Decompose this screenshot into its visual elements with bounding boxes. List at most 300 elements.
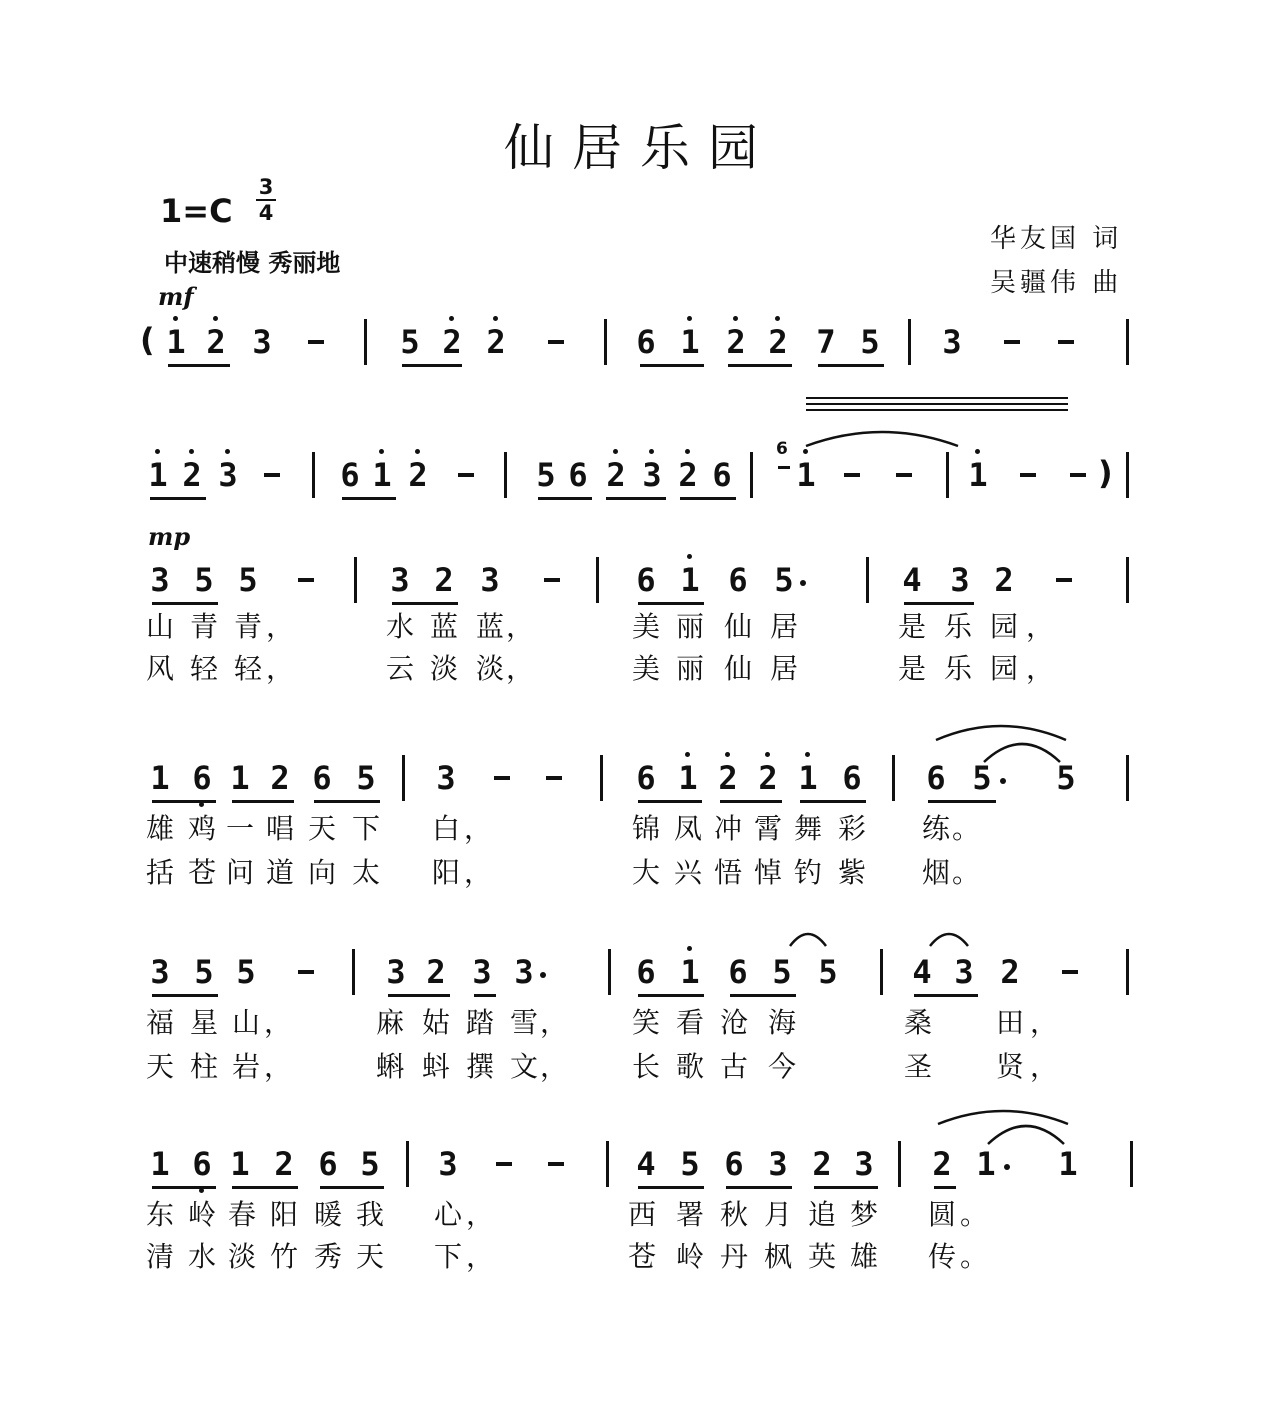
note: 5 — [400, 323, 420, 361]
lyric-period: 。 — [960, 1240, 989, 1273]
lyric-verse2: 美 — [631, 652, 660, 685]
note: 4 — [902, 561, 922, 599]
lyric-comma: ， — [464, 812, 493, 845]
lyric-verse2: 歌 — [675, 1050, 704, 1083]
slur-arc — [936, 726, 1066, 740]
lyric-comma: ， — [466, 1198, 495, 1231]
lyric-verse2: 文 — [509, 1050, 538, 1083]
lyric-verse2: 悼 — [753, 856, 782, 889]
beam-underline — [152, 602, 218, 605]
slur-arc — [938, 1111, 1068, 1124]
note: 6 — [188, 758, 216, 798]
lyric-verse2: 圣 — [903, 1050, 932, 1083]
note: 2 — [434, 561, 454, 599]
lyric-verse1: 蓝 — [475, 610, 504, 643]
lyric-verse1: 姑 — [421, 1006, 450, 1039]
sustain-dash — [546, 776, 562, 780]
time-signature-top: 3 — [258, 175, 274, 199]
barline — [892, 755, 895, 801]
lyric-verse2: 岩 — [231, 1050, 260, 1083]
lyric-period: 。 — [960, 1198, 989, 1231]
lyric-verse1: 月 — [763, 1198, 792, 1231]
beam-underline — [152, 800, 216, 803]
lyric-verse2: 丹 — [719, 1240, 748, 1273]
barline — [312, 452, 315, 498]
lyric-verse2: 阳 — [431, 856, 460, 889]
note: 3 — [150, 561, 170, 599]
lyric-verse2: 烟 — [921, 856, 950, 889]
note: 6 — [724, 1145, 744, 1183]
note: 1 — [230, 1145, 250, 1183]
lyric-verse1: 鸡 — [187, 812, 216, 845]
lyric-verse2: 下 — [433, 1240, 462, 1273]
note: 5 — [972, 759, 992, 797]
augmentation-dot — [1004, 1164, 1010, 1170]
note: 3 — [638, 455, 666, 495]
lyric-verse2: 长 — [631, 1050, 660, 1083]
lyric-verse2: 乐 — [943, 652, 972, 685]
lyric-verse1: 星 — [189, 1006, 218, 1039]
lyric-comma: ， — [1026, 610, 1055, 643]
lyric-verse1: 岭 — [187, 1198, 216, 1231]
lyric-verse2: 秀 — [313, 1240, 342, 1273]
lyric-verse1: 雄 — [145, 812, 174, 845]
lyric-verse1: 彩 — [837, 812, 866, 845]
note: 3 — [514, 953, 534, 991]
beam-underline — [606, 497, 666, 500]
note: 2 — [202, 322, 230, 362]
barline — [608, 949, 611, 995]
lyric-verse1: 沧 — [719, 1006, 748, 1039]
lyric-verse1: 阳 — [269, 1198, 298, 1231]
note: 6 — [636, 561, 656, 599]
open-bracket: ( — [140, 321, 155, 359]
barline — [1126, 452, 1129, 498]
augmentation-dot — [800, 580, 806, 586]
note: 2 — [932, 1145, 952, 1183]
note: 1 — [150, 759, 170, 797]
lyric-verse2: 雄 — [849, 1240, 878, 1273]
lyric-verse2: 贤 — [995, 1050, 1024, 1083]
note: 6 — [340, 456, 360, 494]
note: 6 — [712, 456, 732, 494]
sustain-dash — [1004, 340, 1020, 344]
lyric-verse1: 青 — [233, 610, 262, 643]
beam-underline — [638, 994, 704, 997]
lyric-verse1: 西 — [627, 1198, 656, 1231]
time-signature — [256, 176, 276, 224]
lyric-verse1: 暖 — [313, 1198, 342, 1231]
note: 3 — [942, 323, 962, 361]
beam-underline — [914, 994, 978, 997]
sustain-dash — [496, 1162, 512, 1166]
lyric-verse1: 练 — [921, 812, 950, 845]
lyric-verse1: 丽 — [675, 610, 704, 643]
lyric-comma: ， — [1030, 1006, 1059, 1039]
note: 2 — [178, 455, 206, 495]
note: 3 — [438, 1145, 458, 1183]
lyric-verse2: 苍 — [627, 1240, 656, 1273]
sustain-dash — [494, 776, 510, 780]
lyric-verse2: 蝌 — [375, 1050, 404, 1083]
grace-note: 6 — [776, 439, 788, 459]
note: 3 — [214, 455, 242, 495]
lyric-comma: ， — [506, 610, 535, 643]
note: 6 — [636, 759, 656, 797]
note: 3 — [386, 953, 406, 991]
lyric-verse2: 苍 — [187, 856, 216, 889]
lyric-verse1: 一 — [225, 812, 254, 845]
note: 5 — [356, 759, 376, 797]
lyric-verse2: 居 — [769, 652, 798, 685]
lyric-verse1: 唱 — [265, 812, 294, 845]
sustain-dash — [548, 340, 564, 344]
lyric-verse1: 仙 — [723, 610, 752, 643]
lyric-verse2: 枫 — [763, 1240, 792, 1273]
lyric-verse2: 天 — [145, 1050, 174, 1083]
lyric-verse1: 我 — [355, 1198, 384, 1231]
note: 5 — [360, 1145, 380, 1183]
note: 5 — [238, 561, 258, 599]
lyric-verse2: 太 — [351, 856, 380, 889]
lyric-verse2: 道 — [265, 856, 294, 889]
sustain-dash — [548, 1162, 564, 1166]
barline — [946, 452, 949, 498]
note: 2 — [1000, 953, 1020, 991]
slur-arc — [930, 934, 968, 946]
note: 5 — [194, 953, 214, 991]
lyric-period: 。 — [952, 856, 981, 889]
lyric-verse1: 是 — [897, 610, 926, 643]
note: 1 — [676, 952, 704, 992]
lyric-verse2: 轻 — [189, 652, 218, 685]
lyric-verse2: 英 — [807, 1240, 836, 1273]
beam-underline — [638, 602, 704, 605]
beam-underline — [538, 497, 592, 500]
barline — [750, 452, 753, 498]
lyric-verse2: 清 — [145, 1240, 174, 1273]
barline — [402, 755, 405, 801]
note: 2 — [722, 322, 750, 362]
lyric-verse1: 凤 — [673, 812, 702, 845]
barline — [1126, 557, 1129, 603]
grace-stroke — [778, 466, 790, 469]
barline — [352, 949, 355, 995]
dynamic-mp: mp — [148, 522, 191, 551]
note: 2 — [426, 953, 446, 991]
beam-underline — [314, 800, 380, 803]
lyric-verse1: 白 — [431, 812, 460, 845]
lyric-verse2: 括 — [145, 856, 174, 889]
lyric-comma: ， — [266, 610, 295, 643]
note: 1 — [976, 1145, 996, 1183]
note: 1 — [162, 322, 190, 362]
note: 3 — [954, 953, 974, 991]
lyric-verse1: 雪 — [509, 1006, 538, 1039]
beam-underline — [392, 602, 458, 605]
beam-underline — [800, 800, 866, 803]
lyric-verse2: 竹 — [269, 1240, 298, 1273]
sustain-dash — [1020, 473, 1036, 477]
note: 1 — [230, 759, 250, 797]
beam-underline — [152, 1186, 216, 1189]
lyric-verse2: 天 — [355, 1240, 384, 1273]
note: 1 — [676, 322, 704, 362]
barline — [606, 1141, 609, 1187]
beam-underline — [638, 800, 702, 803]
barline — [1126, 755, 1129, 801]
note: 2 — [482, 322, 510, 362]
key-signature: 1=C — [160, 192, 233, 230]
lyric-verse2: 淡 — [227, 1240, 256, 1273]
beam-underline — [388, 994, 450, 997]
time-signature-bottom: 4 — [258, 201, 274, 225]
sustain-dash — [844, 473, 860, 477]
sustain-dash — [1070, 473, 1086, 477]
dynamic-mf: mf — [158, 282, 194, 311]
barline — [1126, 949, 1129, 995]
lyric-verse2: 今 — [767, 1050, 796, 1083]
note: 5 — [774, 561, 794, 599]
lyric-verse1: 追 — [807, 1198, 836, 1231]
lyric-comma: ， — [464, 856, 493, 889]
note: 3 — [854, 1145, 874, 1183]
note: 1 — [368, 455, 396, 495]
lyric-verse1: 署 — [675, 1198, 704, 1231]
note: 5 — [536, 456, 556, 494]
lyric-comma: ， — [264, 1006, 293, 1039]
tempo-marking: 中速稍慢 秀丽地 — [164, 249, 341, 277]
lyric-verse2: 紫 — [837, 856, 866, 889]
sustain-dash — [308, 340, 324, 344]
lyric-comma: ， — [466, 1240, 495, 1273]
beam-underline — [904, 602, 974, 605]
note: 2 — [438, 322, 466, 362]
note: 7 — [816, 323, 836, 361]
beam-underline — [928, 800, 996, 803]
barline — [1130, 1141, 1133, 1187]
beam-underline — [402, 364, 462, 367]
sustain-dash — [458, 473, 474, 477]
note: 5 — [860, 323, 880, 361]
barline — [866, 557, 869, 603]
lyric-verse1: 乐 — [943, 610, 972, 643]
barline — [600, 755, 603, 801]
beam-underline — [730, 994, 796, 997]
lyric-verse1: 下 — [351, 812, 380, 845]
lyric-verse1: 冲 — [713, 812, 742, 845]
lyric-verse2: 柱 — [189, 1050, 218, 1083]
lyric-verse1: 秋 — [719, 1198, 748, 1231]
lyric-verse1: 圆 — [927, 1198, 956, 1231]
note: 5 — [194, 561, 214, 599]
note: 6 — [188, 1144, 216, 1184]
note: 2 — [602, 455, 630, 495]
lyric-verse2: 蚪 — [421, 1050, 450, 1083]
note: 3 — [436, 759, 456, 797]
lyric-verse1: 春 — [227, 1198, 256, 1231]
lyric-verse2: 悟 — [713, 856, 742, 889]
lyric-comma: ， — [1026, 652, 1055, 685]
lyric-verse2: 仙 — [723, 652, 752, 685]
note: 5 — [236, 953, 256, 991]
note: 2 — [764, 322, 792, 362]
lyric-verse1: 山 — [231, 1006, 260, 1039]
lyric-verse1: 心 — [433, 1198, 462, 1231]
lyric-verse1: 笑 — [631, 1006, 660, 1039]
lyric-verse2: 淡 — [429, 652, 458, 685]
barline — [880, 949, 883, 995]
lyric-comma: ， — [506, 652, 535, 685]
beam-underline — [818, 364, 884, 367]
tie-arc — [988, 1126, 1064, 1144]
note: 6 — [568, 456, 588, 494]
lyric-verse1: 水 — [385, 610, 414, 643]
barline — [908, 319, 911, 365]
note: 6 — [312, 759, 332, 797]
note: 6 — [728, 953, 748, 991]
augmentation-dot — [540, 972, 546, 978]
note: 2 — [270, 759, 290, 797]
barline — [504, 452, 507, 498]
lyric-verse1: 看 — [675, 1006, 704, 1039]
lyric-verse1: 美 — [631, 610, 660, 643]
lyric-verse2: 水 — [187, 1240, 216, 1273]
lyric-verse2: 淡 — [475, 652, 504, 685]
note: 1 — [144, 455, 172, 495]
note: 4 — [636, 1145, 656, 1183]
note: 2 — [674, 455, 702, 495]
note: 3 — [950, 561, 970, 599]
lyric-verse1: 踏 — [465, 1006, 494, 1039]
note: 6 — [318, 1145, 338, 1183]
note: 3 — [480, 561, 500, 599]
note: 1 — [794, 758, 822, 798]
note: 1 — [676, 560, 704, 600]
lyric-verse2: 古 — [719, 1050, 748, 1083]
note: 3 — [252, 323, 272, 361]
note: 1 — [674, 758, 702, 798]
note: 1 — [792, 455, 820, 495]
sustain-dash — [896, 473, 912, 477]
note: 5 — [680, 1145, 700, 1183]
note: 5 — [1056, 759, 1076, 797]
lyric-verse2: 是 — [897, 652, 926, 685]
barline — [364, 319, 367, 365]
beam-underline — [934, 1186, 956, 1189]
note: 6 — [636, 953, 656, 991]
note: 2 — [714, 758, 742, 798]
note: 3 — [472, 953, 492, 991]
sustain-dash — [544, 578, 560, 582]
beam-underline — [152, 994, 218, 997]
note: 5 — [818, 953, 838, 991]
note: 2 — [754, 758, 782, 798]
beam-underline — [814, 1186, 878, 1189]
beam-underline — [638, 1186, 704, 1189]
lyric-verse2: 丽 — [675, 652, 704, 685]
beam-underline — [342, 497, 396, 500]
lyric-verse2: 岭 — [675, 1240, 704, 1273]
note: 6 — [842, 759, 862, 797]
lyric-verse1: 天 — [307, 812, 336, 845]
slur-arc — [790, 934, 826, 946]
note: 3 — [768, 1145, 788, 1183]
beam-underline — [150, 497, 206, 500]
note: 3 — [390, 561, 410, 599]
lyric-verse2: 轻 — [233, 652, 262, 685]
lyric-comma: ， — [266, 652, 295, 685]
lyric-verse1: 青 — [189, 610, 218, 643]
close-bracket: ) — [1098, 454, 1113, 492]
barline — [1126, 319, 1129, 365]
song-title: 仙居乐园 — [504, 119, 776, 177]
augmentation-dot — [1000, 778, 1006, 784]
lyric-verse1: 梦 — [849, 1198, 878, 1231]
composer-credit: 吴疆伟 曲 — [990, 268, 1123, 298]
note: 2 — [404, 455, 432, 495]
lyric-verse1: 锦 — [631, 812, 660, 845]
lyric-verse1: 麻 — [375, 1006, 404, 1039]
beam-underline — [680, 497, 736, 500]
beam-underline — [720, 800, 782, 803]
lyric-verse1: 园 — [989, 610, 1018, 643]
lyric-verse2: 问 — [225, 856, 254, 889]
sustain-dash — [1062, 970, 1078, 974]
lyric-verse2: 园 — [989, 652, 1018, 685]
lyric-verse2: 向 — [307, 856, 336, 889]
lyric-verse2: 大 — [631, 856, 660, 889]
note: 6 — [926, 759, 946, 797]
note: 1 — [1058, 1145, 1078, 1183]
note: 2 — [274, 1145, 294, 1183]
lyric-period: 。 — [952, 812, 981, 845]
sustain-dash — [264, 473, 280, 477]
beam-underline — [232, 1186, 298, 1189]
lyricist-credit: 华友国 词 — [990, 224, 1123, 254]
note: 3 — [150, 953, 170, 991]
lyric-comma: ， — [1030, 1050, 1059, 1083]
beam-underline — [320, 1186, 384, 1189]
beam-underline — [168, 364, 230, 367]
lyric-verse1: 蓝 — [429, 610, 458, 643]
beam-underline — [474, 994, 496, 997]
beam-underline — [232, 800, 294, 803]
beam-underline — [726, 1186, 792, 1189]
note: 2 — [994, 561, 1014, 599]
beam-underline — [640, 364, 704, 367]
barline — [406, 1141, 409, 1187]
note: 4 — [912, 953, 932, 991]
lyric-verse1: 桑 — [903, 1006, 932, 1039]
sustain-dash — [1056, 578, 1072, 582]
lyric-verse1: 东 — [145, 1198, 174, 1231]
note: 6 — [728, 561, 748, 599]
lyric-verse2: 钓 — [793, 856, 822, 889]
note: 5 — [772, 953, 792, 991]
lyric-verse1: 霄 — [753, 812, 782, 845]
lyric-verse1: 居 — [769, 610, 798, 643]
lyric-verse1: 海 — [767, 1006, 796, 1039]
sustain-dash — [298, 970, 314, 974]
note: 6 — [636, 323, 656, 361]
lyric-comma: ， — [264, 1050, 293, 1083]
note: 1 — [150, 1145, 170, 1183]
lyric-verse2: 传 — [927, 1240, 956, 1273]
lyric-verse1: 福 — [145, 1006, 174, 1039]
note: 1 — [964, 455, 992, 495]
beam-underline — [728, 364, 792, 367]
